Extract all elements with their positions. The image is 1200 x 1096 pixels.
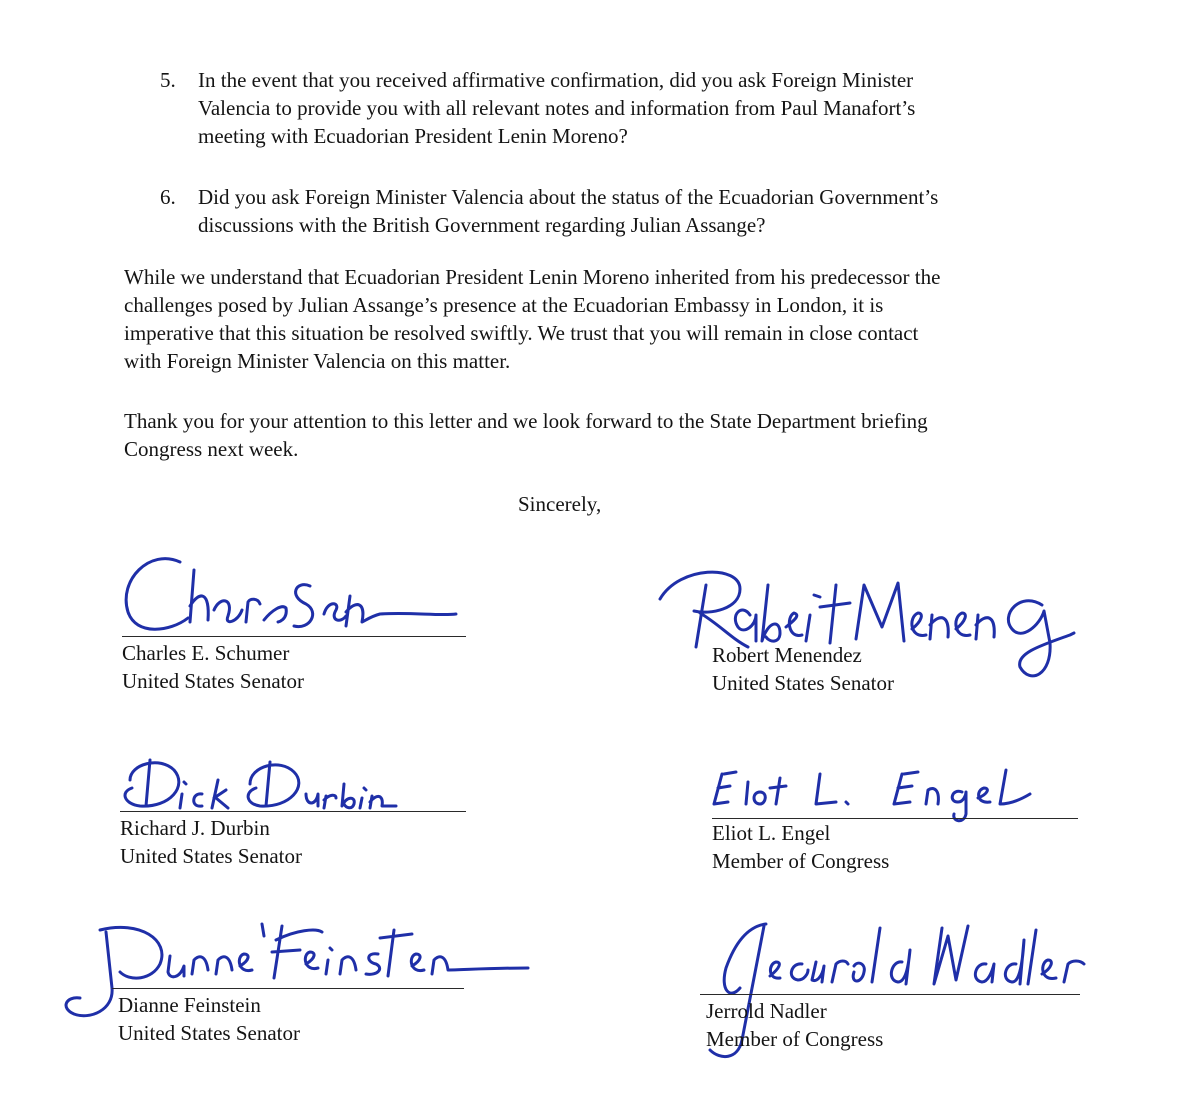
question-item-6: [160, 183, 1060, 243]
body-paragraph-thanks: Thank you for your attention to this letter and we look forward to the State Department briefing Congress next week.: [124, 409, 928, 461]
signatory-title: United States Senator: [122, 669, 304, 693]
signatory-title: United States Senator: [712, 671, 894, 695]
question-number: 5.: [160, 68, 176, 92]
body-paragraph-assange: While we understand that Ecuadorian President Lenin Moreno inherited from his predecessor the challenges posed by Julian Assange’s presence at the Ecuadorian Embassy in London, it is imperative that this situation be resolved swiftly. We trust that you will remain in close contact with Foreign Minister Valencia on this matter.: [124, 265, 941, 373]
signature-line: [120, 811, 466, 812]
closing-salutation: Sincerely,: [518, 492, 602, 516]
signature-line: [112, 988, 464, 989]
signatory-title: Member of Congress: [706, 1027, 884, 1051]
signature-line: [122, 636, 466, 637]
signatory-name: Jerrold Nadler: [706, 999, 827, 1023]
signatory-name: Robert Menendez: [712, 643, 862, 667]
question-text: In the event that you received affirmative confirmation, did you ask Foreign Minister Valencia to provide you with all relevant notes and information from Paul Manafort’s meeting with Ecuadorian President Lenin Moreno?: [198, 68, 916, 148]
signatory-title: United States Senator: [118, 1021, 300, 1045]
handwritten-signature-schumer: [110, 540, 480, 640]
signatory-title: United States Senator: [120, 844, 302, 868]
signatory-name: Dianne Feinstein: [118, 993, 261, 1017]
handwritten-signature-durbin: [110, 740, 410, 820]
question-number: 6.: [160, 185, 176, 209]
question-item-5: [160, 66, 1060, 156]
signatory-name: Charles E. Schumer: [122, 641, 290, 665]
signature-line: [700, 994, 1080, 995]
signatory-name: Eliot L. Engel: [712, 821, 831, 845]
question-text: Did you ask Foreign Minister Valencia about the status of the Ecuadorian Government’s discussions with the British Government regarding Julian Assange?: [198, 185, 939, 237]
signatory-title: Member of Congress: [712, 849, 890, 873]
signatory-name: Richard J. Durbin: [120, 816, 270, 840]
